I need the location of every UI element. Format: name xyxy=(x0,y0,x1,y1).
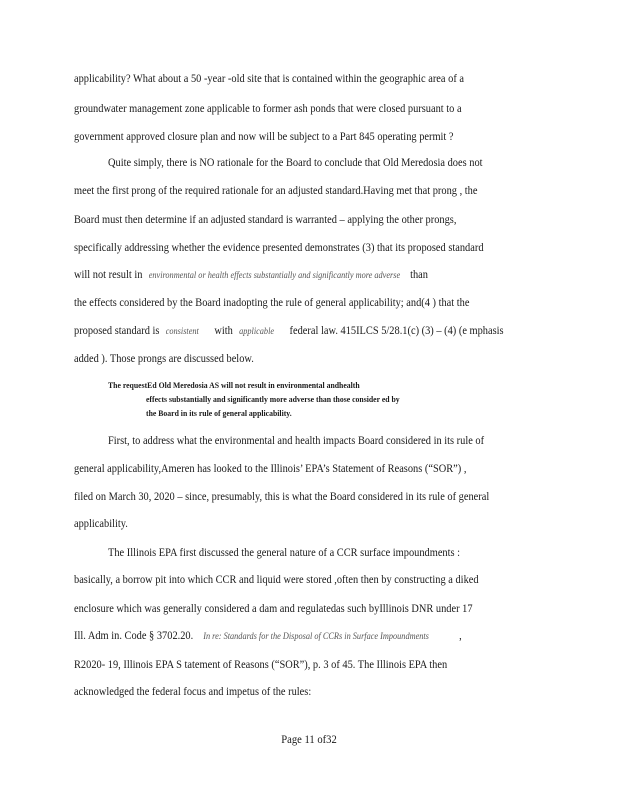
text-line: acknowledged the federal focus and impetus of the rules: xyxy=(74,686,312,698)
text-line: basically, a borrow pit into which CCR and liquid were stored ,often then by constructing a diked xyxy=(74,574,479,586)
text-line: the effects considered by the Board inadopting the rule of general applicability; and(4 ) that the xyxy=(74,297,470,309)
page-of: of xyxy=(317,734,327,746)
section-heading: effects substantially and significantly more adverse than those consider ed by xyxy=(146,394,400,404)
page-footer xyxy=(25,734,594,746)
text-line: filed on March 30, 2020 – since, presumably, this is what the Board considered in its rule of general xyxy=(74,491,490,503)
text-line: groundwater management zone applicable to former ash ponds that were closed pursuant to a xyxy=(74,103,462,115)
case-citation: In re: Standards for the Disposal of CCRs in Surface Impoundments xyxy=(203,631,429,641)
text-line: Ill. Adm in. Code § 3702.20. In re: Standards for the Disposal of CCRs in Surface Impoundments , xyxy=(74,630,462,642)
text-line: general applicability,Ameren has looked to the Illinois’ EPA’s Statement of Reasons (“SOR”) , xyxy=(74,463,467,475)
emphasis-text: consistent xyxy=(165,326,199,336)
emphasis-text: environmental or health effects substantially and significantly more adverse xyxy=(148,270,401,280)
text-line: applicability? What about a 50 -year -old site that is contained within the geographic area of a xyxy=(74,73,464,85)
text-line: proposed standard is consistent with applicable federal law. 415ILCS 5/28.1(c) (3) – (4) (e mphasis xyxy=(74,325,504,337)
section-heading: The requestEd Old Meredosia AS will not result in environmental andhealth xyxy=(108,380,360,390)
page-label: Page xyxy=(281,734,302,746)
text-line: meet the first prong of the required rationale for an adjusted standard.Having met that prong , the xyxy=(74,185,478,197)
text-line: added ). Those prongs are discussed below. xyxy=(74,353,254,365)
text-line: will not result in environmental or health effects substantially and significantly more adverse than xyxy=(74,269,428,281)
emphasis-text: applicable xyxy=(239,326,275,336)
text-line: government approved closure plan and now will be subject to a Part 845 operating permit ? xyxy=(74,131,454,143)
text-line: Quite simply, there is NO rationale for the Board to conclude that Old Meredosia does not xyxy=(108,157,483,169)
text-line: specifically addressing whether the evidence presented demonstrates (3) that its proposed standard xyxy=(74,242,484,254)
text-line: enclosure which was generally considered a dam and regulatedas such byIllinois DNR under 17 xyxy=(74,603,473,615)
text-line: R2020- 19, Illinois EPA S tatement of Reasons (“SOR”), p. 3 of 45. The Illinois EPA then xyxy=(74,659,448,671)
page-number: 11 xyxy=(304,734,315,746)
text-line: Board must then determine if an adjusted standard is warranted – applying the other prongs, xyxy=(74,214,457,226)
text-line: The Illinois EPA first discussed the general nature of a CCR surface impoundments : xyxy=(108,547,461,559)
text-line: applicability. xyxy=(74,518,128,530)
section-heading: the Board in its rule of general applicability. xyxy=(146,408,292,418)
text-line: First, to address what the environmental and health impacts Board considered in its rule of xyxy=(108,435,485,447)
page-total: 32 xyxy=(326,734,337,746)
